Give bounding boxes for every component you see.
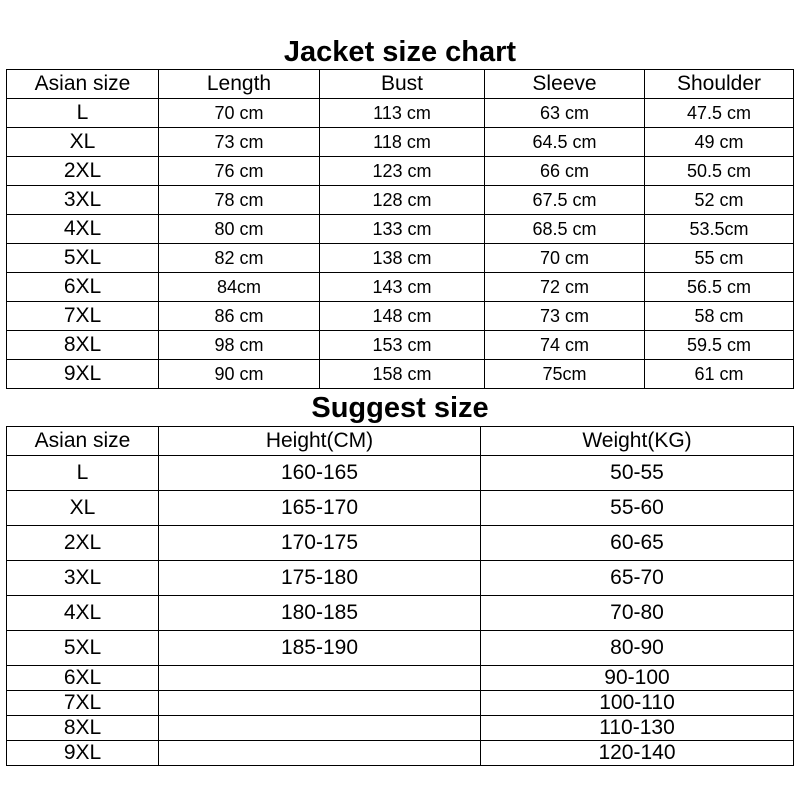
column-header: Bust bbox=[320, 70, 485, 99]
jacket-size-chart-title: Jacket size chart bbox=[283, 36, 517, 68]
table-cell: 59.5 cm bbox=[645, 331, 794, 360]
table-row bbox=[7, 561, 794, 596]
size-cell: 3XL bbox=[7, 561, 159, 596]
table-cell: 50.5 cm bbox=[645, 157, 794, 186]
table-header-row bbox=[7, 427, 794, 456]
size-cell: XL bbox=[7, 491, 159, 526]
table-cell: 123 cm bbox=[320, 157, 485, 186]
table-cell: 180-185 bbox=[159, 596, 481, 631]
column-header: Shoulder bbox=[645, 70, 794, 99]
table-row bbox=[7, 456, 794, 491]
table-cell: 55 cm bbox=[645, 244, 794, 273]
table-cell: 98 cm bbox=[159, 331, 320, 360]
table-cell: 72 cm bbox=[485, 273, 645, 302]
table-cell: 50-55 bbox=[481, 456, 794, 491]
table-row bbox=[7, 716, 794, 741]
table-cell: 110-130 bbox=[481, 716, 794, 741]
table-row bbox=[7, 157, 794, 186]
table-cell: 56.5 cm bbox=[645, 273, 794, 302]
table-cell: 73 cm bbox=[485, 302, 645, 331]
table-cell: 113 cm bbox=[320, 99, 485, 128]
table-cell: 80 cm bbox=[159, 215, 320, 244]
table-cell: 58 cm bbox=[645, 302, 794, 331]
table-cell bbox=[159, 666, 481, 691]
table-cell: 118 cm bbox=[320, 128, 485, 157]
table-cell: 65-70 bbox=[481, 561, 794, 596]
size-cell: 3XL bbox=[7, 186, 159, 215]
table-cell: 100-110 bbox=[481, 691, 794, 716]
table-cell: 52 cm bbox=[645, 186, 794, 215]
table-row bbox=[7, 331, 794, 360]
column-header: Height(CM) bbox=[159, 427, 481, 456]
size-cell: 2XL bbox=[7, 157, 159, 186]
jacket-size-table bbox=[6, 69, 794, 389]
table-cell: 120-140 bbox=[481, 741, 794, 766]
table-cell: 80-90 bbox=[481, 631, 794, 666]
table-cell: 143 cm bbox=[320, 273, 485, 302]
suggest-size-title: Suggest size bbox=[311, 392, 489, 424]
table-cell bbox=[159, 741, 481, 766]
table-cell: 84cm bbox=[159, 273, 320, 302]
size-cell: 5XL bbox=[7, 631, 159, 666]
table-header-row bbox=[7, 70, 794, 99]
table-cell: 76 cm bbox=[159, 157, 320, 186]
size-cell: 8XL bbox=[7, 716, 159, 741]
table-cell: 160-165 bbox=[159, 456, 481, 491]
size-cell: 6XL bbox=[7, 666, 159, 691]
table-cell: 148 cm bbox=[320, 302, 485, 331]
table-cell: 70 cm bbox=[485, 244, 645, 273]
size-cell: 7XL bbox=[7, 691, 159, 716]
table-row bbox=[7, 302, 794, 331]
table-row bbox=[7, 128, 794, 157]
table-cell: 66 cm bbox=[485, 157, 645, 186]
table-cell: 90 cm bbox=[159, 360, 320, 389]
table-cell bbox=[159, 691, 481, 716]
size-cell: 9XL bbox=[7, 741, 159, 766]
table-cell: 158 cm bbox=[320, 360, 485, 389]
table-cell: 138 cm bbox=[320, 244, 485, 273]
table-cell: 47.5 cm bbox=[645, 99, 794, 128]
size-cell: 4XL bbox=[7, 215, 159, 244]
table-row bbox=[7, 666, 794, 691]
table-row bbox=[7, 273, 794, 302]
table-row bbox=[7, 691, 794, 716]
table-row bbox=[7, 596, 794, 631]
table-cell: 73 cm bbox=[159, 128, 320, 157]
size-cell: 7XL bbox=[7, 302, 159, 331]
table-cell: 67.5 cm bbox=[485, 186, 645, 215]
table-cell: 74 cm bbox=[485, 331, 645, 360]
table-row bbox=[7, 491, 794, 526]
column-header: Length bbox=[159, 70, 320, 99]
column-header: Weight(KG) bbox=[481, 427, 794, 456]
table-cell: 128 cm bbox=[320, 186, 485, 215]
table-cell: 70-80 bbox=[481, 596, 794, 631]
table-cell: 63 cm bbox=[485, 99, 645, 128]
table-cell: 90-100 bbox=[481, 666, 794, 691]
size-cell: 4XL bbox=[7, 596, 159, 631]
table-cell: 170-175 bbox=[159, 526, 481, 561]
table-row bbox=[7, 526, 794, 561]
table-cell: 53.5cm bbox=[645, 215, 794, 244]
table-cell: 75cm bbox=[485, 360, 645, 389]
size-cell: 2XL bbox=[7, 526, 159, 561]
table-cell: 55-60 bbox=[481, 491, 794, 526]
table-cell: 49 cm bbox=[645, 128, 794, 157]
table-cell: 68.5 cm bbox=[485, 215, 645, 244]
table-row bbox=[7, 244, 794, 273]
table-cell: 64.5 cm bbox=[485, 128, 645, 157]
table-cell: 78 cm bbox=[159, 186, 320, 215]
table-row bbox=[7, 631, 794, 666]
size-cell: 6XL bbox=[7, 273, 159, 302]
table-row bbox=[7, 360, 794, 389]
suggest-size-table bbox=[6, 426, 794, 766]
table-cell: 86 cm bbox=[159, 302, 320, 331]
table-cell: 165-170 bbox=[159, 491, 481, 526]
table-cell: 133 cm bbox=[320, 215, 485, 244]
table-cell: 153 cm bbox=[320, 331, 485, 360]
table-cell: 175-180 bbox=[159, 561, 481, 596]
size-cell: L bbox=[7, 456, 159, 491]
size-cell: 5XL bbox=[7, 244, 159, 273]
size-cell: 8XL bbox=[7, 331, 159, 360]
table-cell: 185-190 bbox=[159, 631, 481, 666]
table-row bbox=[7, 186, 794, 215]
column-header: Asian size bbox=[7, 70, 159, 99]
table-row bbox=[7, 99, 794, 128]
column-header: Sleeve bbox=[485, 70, 645, 99]
table-row bbox=[7, 215, 794, 244]
size-cell: 9XL bbox=[7, 360, 159, 389]
table-cell: 61 cm bbox=[645, 360, 794, 389]
table-row bbox=[7, 741, 794, 766]
size-cell: XL bbox=[7, 128, 159, 157]
table-cell: 60-65 bbox=[481, 526, 794, 561]
table-cell: 82 cm bbox=[159, 244, 320, 273]
size-cell: L bbox=[7, 99, 159, 128]
column-header: Asian size bbox=[7, 427, 159, 456]
table-cell bbox=[159, 716, 481, 741]
table-cell: 70 cm bbox=[159, 99, 320, 128]
